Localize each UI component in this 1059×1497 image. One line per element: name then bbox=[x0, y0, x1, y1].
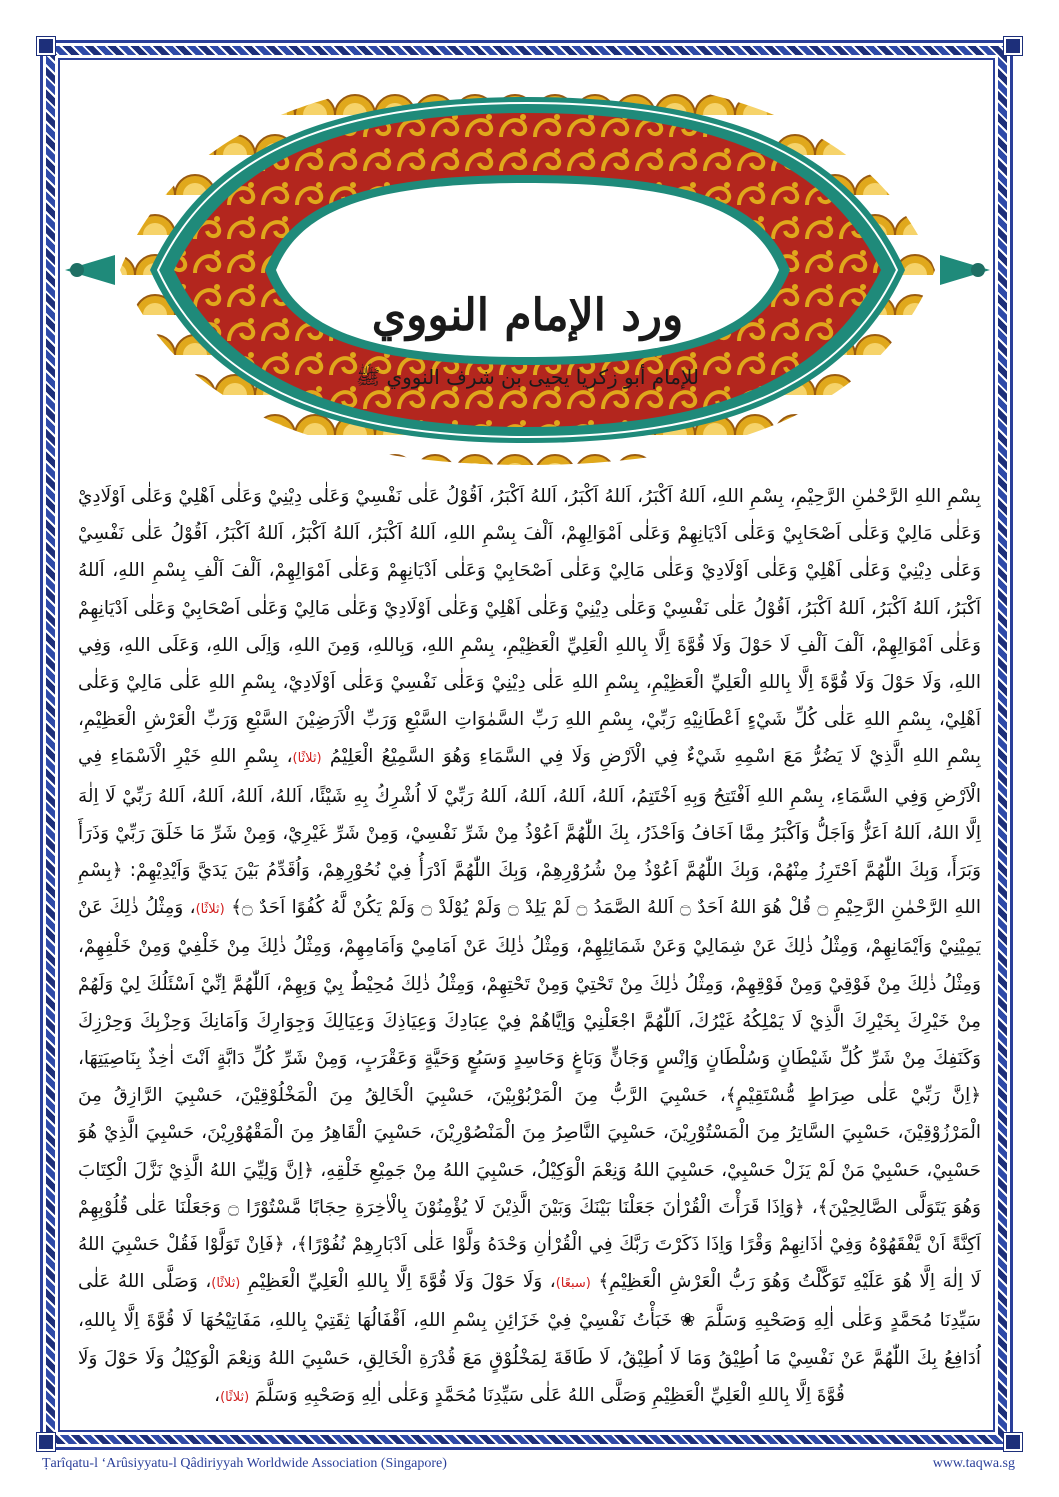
corner-ornament-top-right bbox=[1004, 37, 1022, 55]
text-segment: ، بِسْمِ اللهِ خَيْرِ الْاَسْمَاءِ فِي الْاَرْضِ وَفِي السَّمَاءِ، بِسْمِ اللهِ اَفْتَتِحُ وَبِهِ اَخْتَتِمُ، اَللهُ، اَللهُ، اَللهُ، اَللهُ رَبِّيْ لَا اُشْرِكُ بِهِ شَيْئًا، اَللهُ، اَللهُ، اَللهُ، اَللهُ رَبِّيْ لَا اِلٰهَ اِلَّا اللهُ، اَللهُ اَعَزُّ وَاَجَلُّ وَاَكْبَرُ مِمَّا اَخَافُ وَاَحْذَرُ، بِكَ اللّٰهُمَّ اَعُوْذُ مِنْ شَرِّ نَفْسِيْ، وَمِنْ شَرِّ غَيْرِيْ، وَمِنْ شَرِّ مَا خَلَقَ رَبِّيْ وَذَرَأَ وَبَرَأَ، وَبِكَ اللّٰهُمَّ اَحْتَرِزُ مِنْهُمْ، وَبِكَ اللّٰهُمَّ اَعُوْذُ مِنْ شُرُوْرِهِمْ، وَبِكَ اللّٰهُمَّ اَدْرَأُ فِيْ نُحُوْرِهِمْ، وَاُقَدِّمُ بَيْنَ يَدَيَّ وَاَيْدِيْهِمْ: ﴿بِسْمِ اللهِ الرَّحْمٰنِ الرَّحِيْمِ ۝ قُلْ هُوَ اللهُ اَحَدٌ ۝ اَللهُ الصَّمَدُ ۝ لَمْ يَلِدْ ۝ وَلَمْ يُوْلَدْ ۝ وَلَمْ يَكُنْ لَّهُ كُفُوًا اَحَدٌ ۝﴾ bbox=[78, 746, 981, 919]
text-segment: ، وَلَا حَوْلَ وَلَا قُوَّةَ اِلَّا بِاللهِ الْعَلِيِّ الْعَظِيْمِ bbox=[240, 1271, 556, 1293]
title-ornament bbox=[55, 75, 1000, 465]
wird-text-body bbox=[78, 478, 981, 1418]
corner-ornament-top-left bbox=[37, 37, 55, 55]
repetition-note: (ثلاثًا) bbox=[211, 1276, 241, 1292]
text-segment: ، وَصَلَّى اللهُ عَلٰى سَيِّدِنَا مُحَمَّدٍ وَعَلٰى اٰلِهِ وَصَحْبِهِ وَسَلَّمَ ❀ خَبَأْتُ نَفْسِيْ فِيْ خَزَائِنِ بِسْمِ اللهِ، اَقْفَالُهَا ثِقَتِيْ بِاللهِ، مَفَاتِيْحُهَا لَا قُوَّةَ اِلَّا بِاللهِ، اُدَافِعُ بِكَ اللّٰهُمَّ عَنْ نَفْسِيْ مَا اُطِيْقُ وَمَا لَا اُطِيْقُ، لَا طَاقَةَ لِمَخْلُوْقٍ مَعَ قُدْرَةِ الْخَالِقِ، حَسْبِيَ اللهُ وَنِعْمَ الْوَكِيْلُ وَلَا حَوْلَ وَلَا قُوَّةَ اِلَّا بِاللهِ الْعَلِيِّ الْعَظِيْمِ وَصَلَّى اللهُ عَلٰى سَيِّدِنَا مُحَمَّدٍ وَعَلٰى اٰلِهِ وَصَحْبِهِ وَسَلَّمَ bbox=[78, 1271, 981, 1406]
repetition-note: (ثلاثًا) bbox=[220, 1389, 250, 1405]
text-segment: ، bbox=[214, 1384, 221, 1406]
author-line: للإمام أبو زكريا يحيى بن شرف النووي ﷺ bbox=[355, 365, 700, 389]
text-segment: ، وَمِثْلُ ذٰلِكَ عَنْ يَمِيْنِيْ وَاَيْمَانِهِمْ، وَمِثْلُ ذٰلِكَ عَنْ شِمَالِيْ وَعَنْ شَمَائِلِهِمْ، وَمِثْلُ ذٰلِكَ عَنْ اَمَامِيْ وَاَمَامِهِمْ، وَمِثْلُ ذٰلِكَ مِنْ خَلْفِيْ وَمِنْ خَلْفِهِمْ، وَمِثْلُ ذٰلِكَ مِنْ فَوْقِيْ وَمِنْ فَوْقِهِمْ، وَمِثْلُ ذٰلِكَ مِنْ تَحْتِيْ وَمِنْ تَحْتِهِمْ، وَمِثْلُ ذٰلِكَ مُحِيْطٌ بِيْ وَبِهِمْ، اَللّٰهُمَّ اِنِّيْ اَسْئَلُكَ لِيْ وَلَهُمْ مِنْ خَيْرِكَ بِخَيْرِكَ الَّذِيْ لَا يَمْلِكُهُ غَيْرُكَ، اَللّٰهُمَّ اجْعَلْنِيْ وَاِيَّاهُمْ فِيْ عِبَادِكَ وَعِيَاذِكَ وَعِيَالِكَ وَجِوَارِكَ وَاَمَانِكَ وَحِزْبِكَ وَحِرْزِكَ وَكَنَفِكَ مِنْ شَرِّ كُلِّ شَيْطَانٍ وَسُلْطَانٍ وَاِنْسٍ وَجَانٍّ وَبَاغٍ وَحَاسِدٍ وَسَبُعٍ وَحَيَّةٍ وَعَقْرَبٍ، وَمِنْ شَرِّ كُلِّ دَابَّةٍ اَنْتَ اٰخِذٌ بِنَاصِيَتِهَا، ﴿اِنَّ رَبِّيْ عَلٰى صِرَاطٍ مُّسْتَقِيْمٍ﴾، حَسْبِيَ الرَّبُّ مِنَ الْمَرْبُوْبِيْنَ، حَسْبِيَ الْخَالِقُ مِنَ الْمَخْلُوْقِيْنَ، حَسْبِيَ الرَّازِقُ مِنَ الْمَرْزُوْقِيْنَ، حَسْبِيَ السَّاتِرُ مِنَ الْمَسْتُوْرِيْنَ، حَسْبِيَ النَّاصِرُ مِنَ الْمَنْصُوْرِيْنَ، حَسْبِيَ الْقَاهِرُ مِنَ الْمَقْهُوْرِيْنَ، حَسْبِيَ الَّذِيْ هُوَ حَسْبِيْ، حَسْبِيْ مَنْ لَمْ يَزَلْ حَسْبِيْ، حَسْبِيَ اللهُ وَنِعْمَ الْوَكِيْلُ، حَسْبِيَ اللهُ مِنْ جَمِيْعِ خَلْقِهِ، ﴿اِنَّ وَلِيِّيَ اللهُ الَّذِيْ نَزَّلَ الْكِتَابَ وَهُوَ يَتَوَلَّى الصَّالِحِيْنَ﴾، ﴿وَاِذَا قَرَأْتَ الْقُرْاٰنَ جَعَلْنَا بَيْنَكَ وَبَيْنَ الَّذِيْنَ لَا يُؤْمِنُوْنَ بِالْاٰخِرَةِ حِجَابًا مَّسْتُوْرًا ۝ وَجَعَلْنَا عَلٰى قُلُوْبِهِمْ اَكِنَّةً اَنْ يَّفْقَهُوْهُ وَفِيْ اٰذَانِهِمْ وَقْرًا وَاِذَا ذَكَرْتَ رَبَّكَ فِي الْقُرْاٰنِ وَحْدَهُ وَلَّوْا عَلٰى اَدْبَارِهِمْ نُفُوْرًا﴾، ﴿فَاِنْ تَوَلَّوْا فَقُلْ حَسْبِيَ اللهُ لَا اِلٰهَ اِلَّا هُوَ عَلَيْهِ تَوَكَّلْتُ وَهُوَ رَبُّ الْعَرْشِ الْعَظِيْمِ﴾ bbox=[78, 897, 981, 1293]
corner-ornament-bottom-left bbox=[37, 1433, 55, 1451]
page-title: ورد الإمام النووي bbox=[371, 290, 684, 341]
arabesque-frame-graphic bbox=[55, 75, 1000, 465]
footer-organization: Ṭarîqatu-l ‘Arûsiyyatu-l Qâdiriyyah Worldwide Association (Singapore) bbox=[42, 1456, 447, 1471]
repetition-note: (سبعًا) bbox=[555, 1276, 591, 1292]
repetition-note: (ثلاثًا) bbox=[195, 902, 225, 918]
repetition-note: (ثلاثًا) bbox=[292, 751, 322, 767]
footer-website-link[interactable]: www.taqwa.sg bbox=[932, 1456, 1015, 1471]
corner-ornament-bottom-right bbox=[1004, 1433, 1022, 1451]
text-segment: بِسْمِ اللهِ الرَّحْمٰنِ الرَّحِيْمِ، بِسْمِ اللهِ، اَللهُ اَكْبَرُ، اَللهُ اَكْبَرُ، اَللهُ اَكْبَرُ، اَقُوْلُ عَلٰى نَفْسِيْ وَعَلٰى دِيْنِيْ وَعَلٰى اَهْلِيْ وَعَلٰى اَوْلَادِيْ وَعَلٰى مَالِيْ وَعَلٰى اَصْحَابِيْ وَعَلٰى اَدْيَانِهِمْ وَعَلٰى اَمْوَالِهِمْ، اَلْفَ بِسْمِ اللهِ، اَللهُ اَكْبَرُ، اَللهُ اَكْبَرُ، اَللهُ اَكْبَرُ، اَقُوْلُ عَلٰى نَفْسِيْ وَعَلٰى دِيْنِيْ وَعَلٰى اَهْلِيْ وَعَلٰى اَوْلَادِيْ وَعَلٰى مَالِيْ وَعَلٰى اَصْحَابِيْ وَعَلٰى اَدْيَانِهِمْ وَعَلٰى اَمْوَالِهِمْ، اَلْفَ اَلْفِ بِسْمِ اللهِ، اَللهُ اَكْبَرُ، اَللهُ اَكْبَرُ، اَللهُ اَكْبَرُ، اَقُوْلُ عَلٰى نَفْسِيْ وَعَلٰى دِيْنِيْ وَعَلٰى اَهْلِيْ وَعَلٰى اَوْلَادِيْ وَعَلٰى مَالِيْ وَعَلٰى اَصْحَابِيْ وَعَلٰى اَدْيَانِهِمْ وَعَلٰى اَمْوَالِهِمْ، اَلْفَ اَلْفِ لَا حَوْلَ وَلَا قُوَّةَ اِلَّا بِاللهِ الْعَلِيِّ الْعَظِيْمِ، بِسْمِ اللهِ، وَبِاللهِ، وَمِنَ اللهِ، وَاِلَى اللهِ، وَعَلَى اللهِ، وَفِي اللهِ، وَلَا حَوْلَ وَلَا قُوَّةَ اِلَّا بِاللهِ الْعَلِيِّ الْعَظِيْمِ، بِسْمِ اللهِ عَلٰى دِيْنِيْ وَعَلٰى نَفْسِيْ وَعَلٰى اَوْلَادِيْ، بِسْمِ اللهِ عَلٰى مَالِيْ وَعَلٰى اَهْلِيْ، بِسْمِ اللهِ عَلٰى كُلِّ شَيْءٍ اَعْطَانِيْهِ رَبِّيْ، بِسْمِ اللهِ رَبِّ السَّمٰوَاتِ السَّبْعِ وَرَبِّ الْاَرَضِيْنَ السَّبْعِ وَرَبِّ الْعَرْشِ الْعَظِيْمِ، بِسْمِ اللهِ الَّذِيْ لَا يَضُرُّ مَعَ اسْمِهِ شَيْءٌ فِي الْاَرْضِ وَلَا فِي السَّمَاءِ وَهُوَ السَّمِيْعُ الْعَلِيْمُ bbox=[78, 486, 981, 768]
